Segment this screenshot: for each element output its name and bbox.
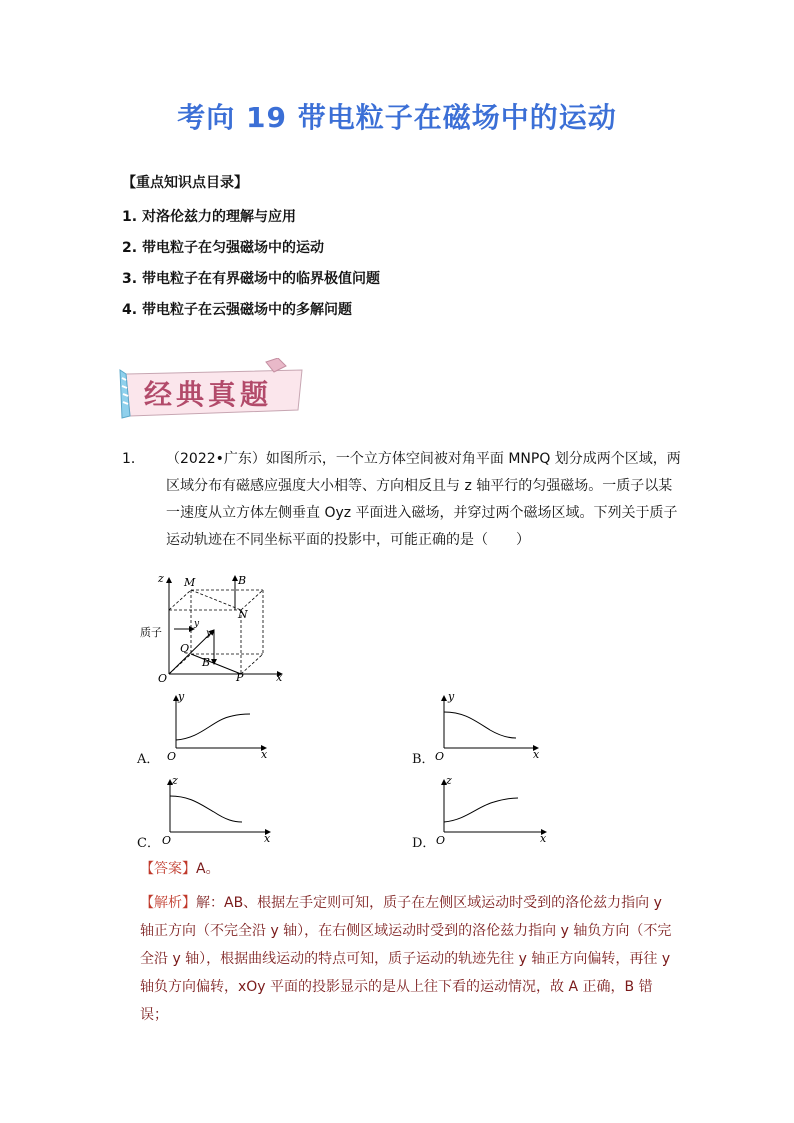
answer-text: A。 xyxy=(196,861,220,877)
trajectory-curve xyxy=(176,714,250,740)
option-d-graph xyxy=(436,774,552,846)
axis-h-label: x xyxy=(261,748,268,761)
option-a-graph xyxy=(162,690,272,762)
origin-label: O xyxy=(436,834,446,846)
toc-text: 带电粒子在云强磁场中的多解问题 xyxy=(142,302,352,318)
proton-label: 质子 xyxy=(140,626,162,639)
point-q-label: Q xyxy=(180,642,190,655)
b-down-label: B xyxy=(202,656,211,669)
origin-label: O xyxy=(158,672,168,685)
toc-num: 4. xyxy=(122,302,138,318)
toc-text: 对洛伦兹力的理解与应用 xyxy=(142,209,296,225)
page-title: 考向 19 带电粒子在磁场中的运动 xyxy=(177,101,617,134)
trajectory-curve xyxy=(170,796,242,822)
trajectory-curve xyxy=(444,798,518,822)
answer xyxy=(140,858,220,878)
option-c-graph xyxy=(162,774,277,846)
origin-label: O xyxy=(167,750,177,762)
cube-figure xyxy=(136,570,296,685)
explanation-text: 解：AB、根据左手定则可知，质子在左侧区域运动时受到的洛伦兹力指向 y 轴正方向（不完全沿 y 轴），在右侧区域运动时受到的洛伦兹力指向 y 轴负方向（不完全沿 y 轴），根据曲线运动的特点可知，质子运动的轨迹先往 y 轴正方向偏转，再往 y 轴负方向偏转，xOy 平面的投影显示的是从上往下看的运动情况，故 A 正确，B 错误； xyxy=(140,895,672,1023)
explanation xyxy=(140,889,680,1029)
option-b-graph xyxy=(430,690,545,762)
option-a-letter: A． xyxy=(137,752,160,767)
z-label: z xyxy=(158,572,164,585)
toc-text: 带电粒子在有界磁场中的临界极值问题 xyxy=(142,271,380,287)
origin-label: O xyxy=(435,750,445,762)
axis-v-label: z xyxy=(172,774,178,787)
section-banner xyxy=(116,358,312,430)
b-up-label: B xyxy=(238,574,247,587)
option-c-letter: C． xyxy=(137,836,160,851)
velocity-label: y xyxy=(194,619,200,629)
toc-num: 2. xyxy=(122,240,138,256)
toc-item xyxy=(122,264,380,295)
x-label: x xyxy=(276,671,283,684)
axis-h-label: x xyxy=(540,832,547,845)
toc-num: 3. xyxy=(122,271,138,287)
point-m-label: M xyxy=(184,576,196,589)
toc-item xyxy=(122,233,380,264)
option-b-letter: B． xyxy=(412,752,435,767)
axis-v-label: z xyxy=(446,774,452,787)
question-number: 1． xyxy=(122,451,145,467)
question-text: （2022•广东）如图所示，一个立方体空间被对角平面 MNPQ 划分成两个区域，两区域分布有磁感应强度大小相等、方向相反且与 z 轴平行的匀强磁场。一质子以某一速度从立方体左侧垂直 Oyz 平面进入磁场，并穿过两个磁场区域。下列关于质子运动轨迹在不同坐标平面的投影中，可能正确的是（ ） xyxy=(166,451,681,548)
toc-item xyxy=(122,202,380,233)
banner-label: 经典真题 xyxy=(144,378,273,411)
point-n-label: N xyxy=(238,608,248,621)
toc-num: 1. xyxy=(122,209,138,225)
toc-heading: 【重点知识点目录】 xyxy=(122,175,248,191)
toc xyxy=(122,172,380,326)
toc-item xyxy=(122,295,380,326)
answer-tag: 【答案】 xyxy=(140,861,196,877)
origin-label: O xyxy=(162,834,172,846)
explanation-tag: 【解析】 xyxy=(140,895,196,911)
option-d-letter: D． xyxy=(412,836,436,851)
trajectory-curve xyxy=(444,712,516,738)
axis-h-label: x xyxy=(533,748,540,761)
y-label: y xyxy=(206,628,212,639)
axis-v-label: y xyxy=(448,690,455,703)
question xyxy=(122,446,682,554)
axis-h-label: x xyxy=(264,832,271,845)
toc-text: 带电粒子在匀强磁场中的运动 xyxy=(142,240,324,256)
point-p-label: P xyxy=(236,671,244,684)
axis-v-label: y xyxy=(178,690,185,703)
